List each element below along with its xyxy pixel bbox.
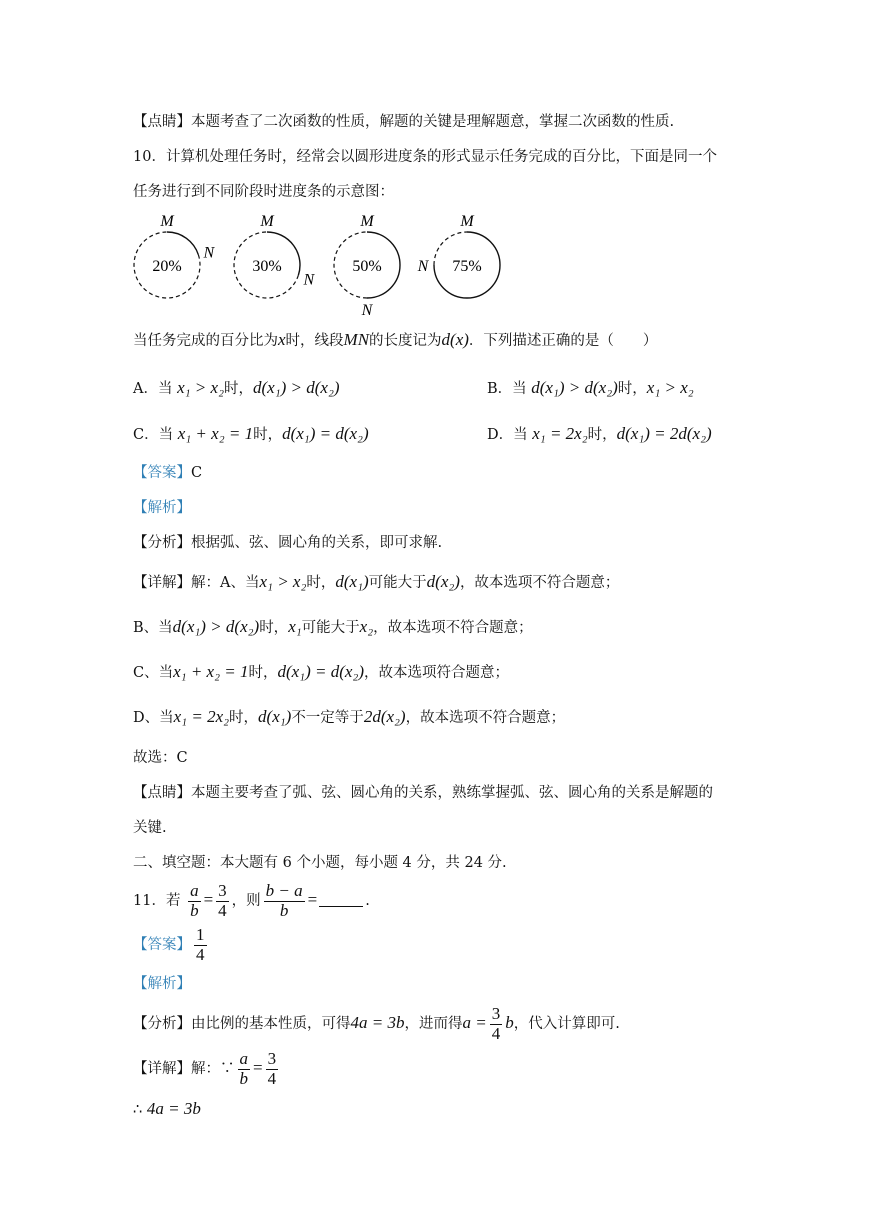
explanation-10-label: 【解析】 [133,500,191,516]
question-10-line-2: 任务进行到不同阶段时进度条的示意图： [133,184,394,200]
fraction-3-over-4: $\frac{3}{4}$ [218,881,227,920]
analysis-note-paragraph [133,114,674,131]
fraction-a-over-b: $\frac{a}{b}$ [190,881,199,920]
choice-10: 故选：C [133,750,188,766]
answer-fraction: $\frac{1}{4}$ [196,925,205,964]
answer-11: 【答案】 $\frac{1}{4}$ [133,925,205,964]
note-text: 本题考查了二次函数的性质，解题的关键是理解题意，掌握二次函数的性质. [191,114,675,130]
progress-percent-label: 75% [452,258,482,275]
therefore-line: ∴ 4a = 3b [133,1099,201,1118]
answer-label: 【答案】 [133,465,191,481]
point-m-label: M [160,213,174,230]
question-11: 11．若 $\frac{a}{b}$ = $\frac{3}{4}$ ，则 $\frac{b - a}{b}$ = . [133,881,370,920]
point-m-label: M [260,213,274,230]
fraction-b-minus-a-over-b: $\frac{b - a}{b}$ [265,881,303,920]
detail-10-a: 【详解】解：A、当x₁ > x₂时，d(x₁)可能大于d(x₂)，故本选项不符合题意； [133,572,620,591]
question-10-line-1: 10．计算机处理任务时，经常会以圆形进度条的形式显示任务完成的百分比，下面是同一个 [133,149,717,165]
section-2-heading: 二、填空题：本大题有 6 个小题，每小题 4 分，共 24 分. [133,855,507,871]
answer-10 [133,465,202,482]
progress-percent-label: 50% [352,258,382,275]
progress-percent-label: 30% [252,258,282,275]
answer-value: C [191,465,203,481]
note-10-line-1: 【点睛】本题主要考查了弧、弦、圆心角的关系，熟练掌握弧、弦、圆心角的关系是解题的 [133,785,713,801]
progress-percent-label: 20% [152,258,182,275]
progress-arc-solid [167,232,198,255]
question-10-stem: 当任务完成的百分比为x时，线段MN的长度记为d(x)．下列描述正确的是（ ） [133,330,658,349]
point-m-label: M [360,213,374,230]
progress-circles-figure [120,205,520,317]
point-n-label: N [203,244,215,262]
analysis-11: 【分析】由比例的基本性质，可得4a = 3b，进而得a = $\frac{3}{4}$ b，代入计算即可. [133,1004,620,1043]
point-m-label: M [460,213,474,230]
detail-10-c: C、当x₁ + x₂ = 1时，d(x₁) = d(x₂)，故本选项符合题意； [133,662,509,681]
option-c: C．当 x₁ + x₂ = 1时，d(x₁) = d(x₂) [133,424,369,443]
point-n-label: N [417,258,429,275]
analysis-10: 【分析】根据弧、弦、圆心角的关系，即可求解. [133,535,443,551]
note-10-line-2: 关键. [133,820,167,836]
note-label: 【点睛】 [133,114,191,130]
option-d: D．当 x₁ = 2x₂时，d(x₁) = 2d(x₂) [487,424,712,443]
option-a: A．当 x₁ > x₂时，d(x₁) > d(x₂) [133,378,340,397]
detail-10-d: D、当x₁ = 2x₂时，d(x₁)不一定等于2d(x₂)，故本选项不符合题意； [133,707,566,726]
detail-11: 【详解】解：∵ $\frac{a}{b}$ = $\frac{3}{4}$ [133,1049,277,1088]
point-n-label: N [361,302,373,317]
answer-blank [319,906,363,907]
point-n-label: N [303,271,315,289]
option-b: B．当 d(x₁) > d(x₂)时，x₁ > x₂ [487,378,694,397]
explanation-11-label: 【解析】 [133,976,191,992]
detail-10-b: B、当d(x₁) > d(x₂)时，x₁可能大于x₂，故本选项不符合题意； [133,617,533,636]
